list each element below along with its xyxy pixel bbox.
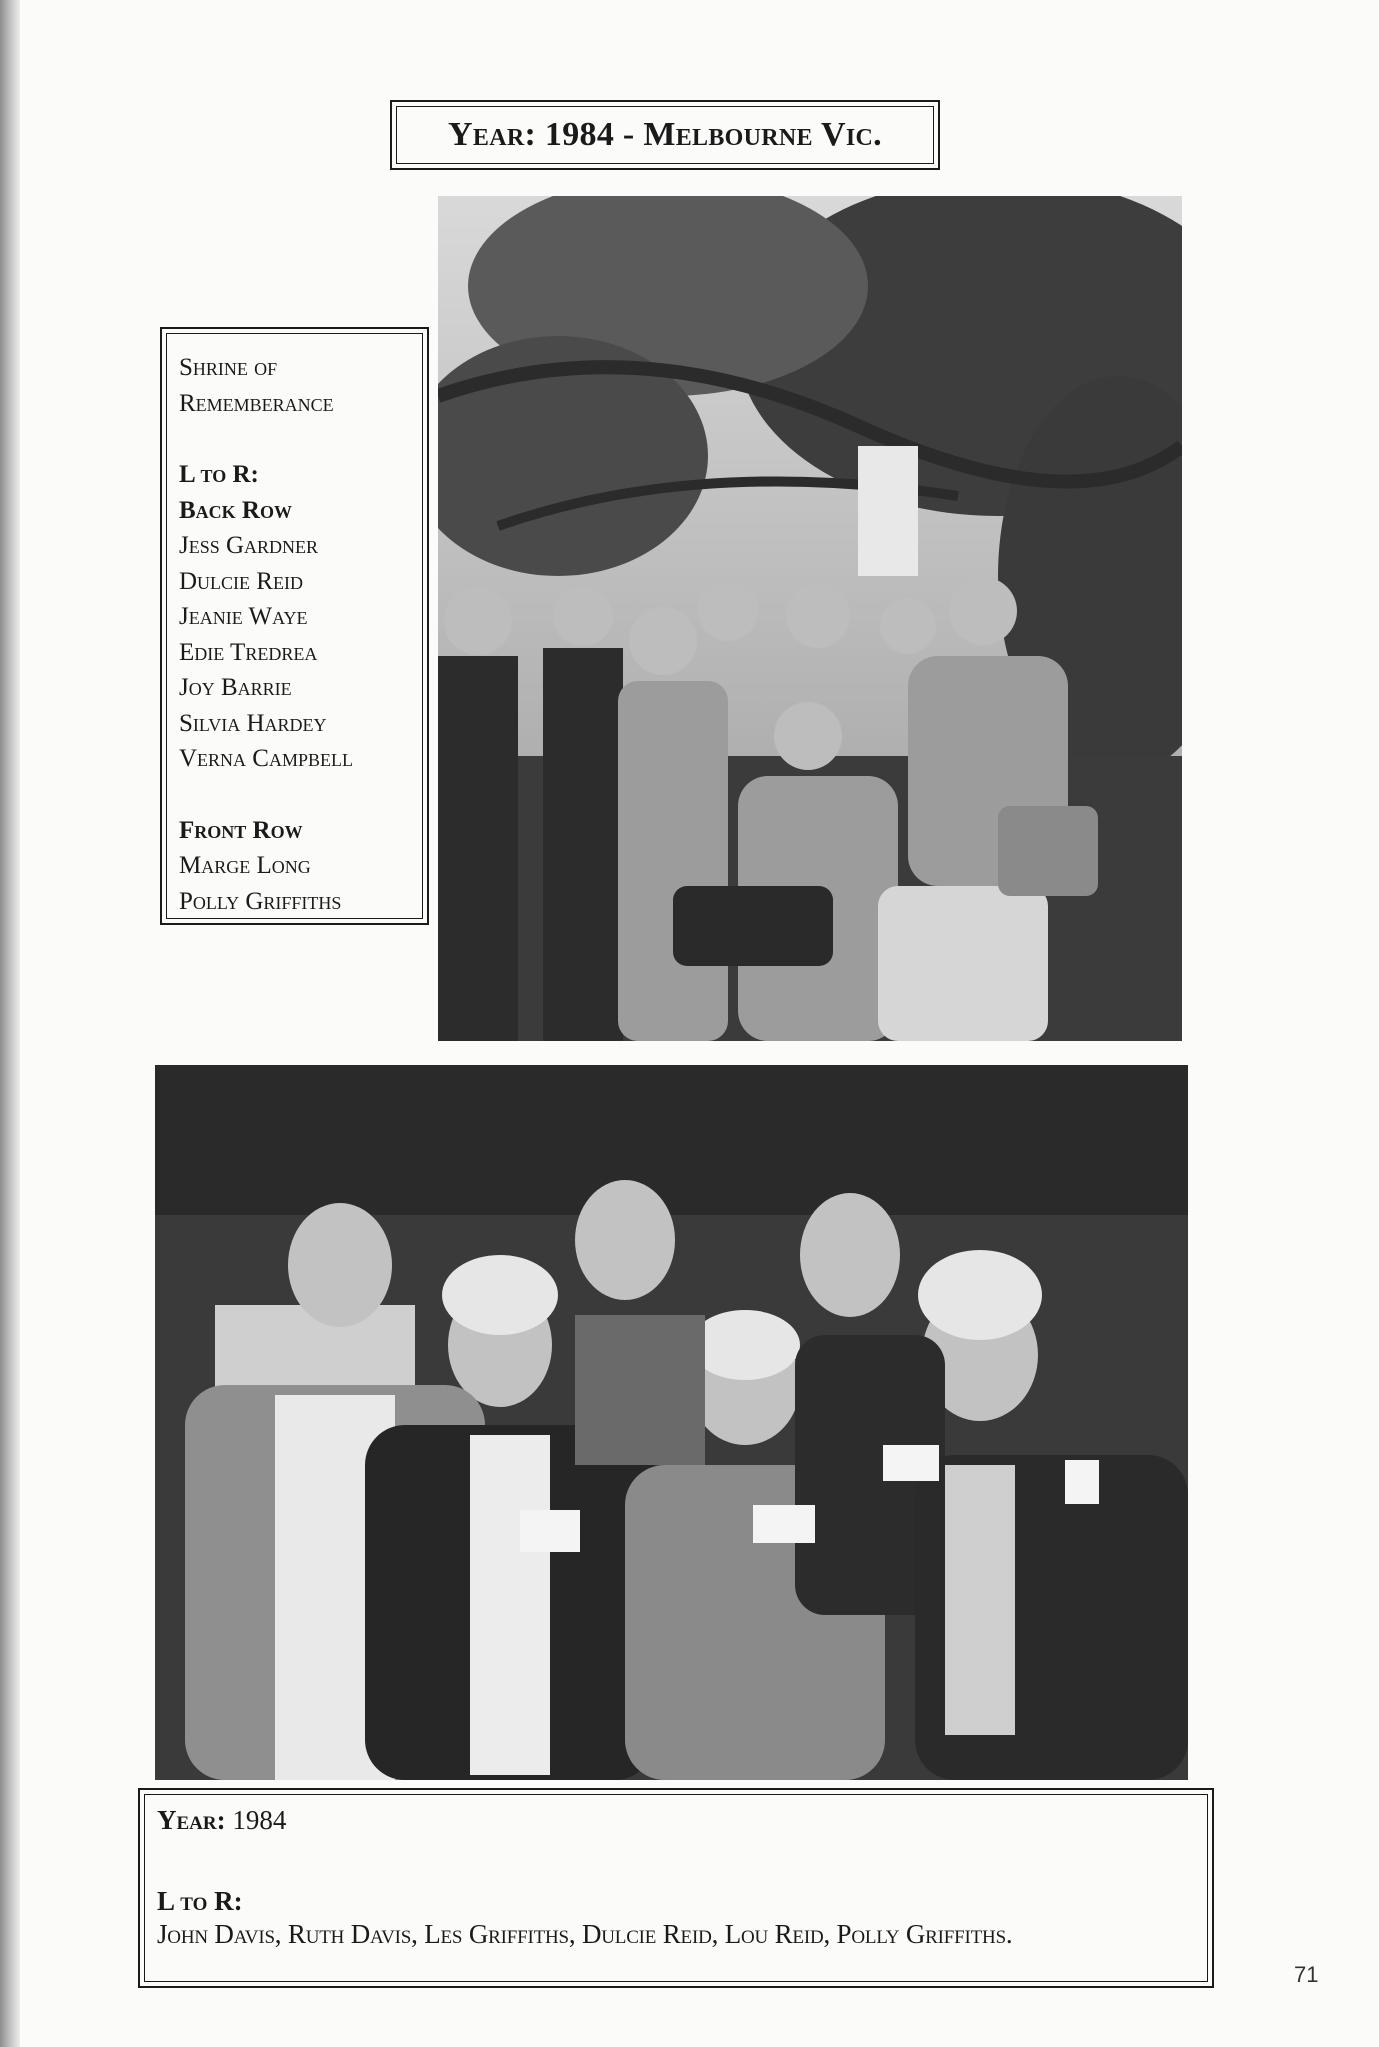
ltr-label: L to R: [179,461,259,488]
bottom-year [157,1805,1195,1836]
group-photo-reunion [155,1065,1188,1780]
back-row-name: Joy Barrie [179,674,292,701]
group-photo-shrine [438,196,1182,1041]
title-value: 1984 - Melbourne Vic. [544,116,882,153]
group-photo-shrine-image [438,196,1182,1041]
page-number: 71 [1294,1962,1319,1987]
bottom-caption-box [138,1788,1214,1988]
back-row-name: Silvia Hardey [179,709,327,737]
bottom-ltr-label [157,1886,1195,1917]
location-line-1: Shrine of [179,354,278,381]
page-title-box [390,100,940,170]
bottom-year-label: Year: [157,1805,226,1835]
bottom-ltr-text: L to R: [157,1886,243,1916]
page-title [396,106,934,164]
back-row-name: Jeanie Waye [179,603,308,630]
bottom-names: John Davis, Ruth Davis, Les Griffiths, Dulcie Reid, Lou Reid, Polly Griffiths. [157,1919,1013,1949]
front-row-label: Front Row [179,816,303,844]
front-row-name: Polly Griffiths [179,887,342,915]
front-row-name: Marge Long [179,852,311,879]
bottom-year-value: 1984 [232,1805,287,1835]
title-label: Year: [448,116,537,153]
back-row-name: Edie Tredrea [179,638,318,666]
group-photo-reunion-image [155,1065,1188,1780]
top-caption-box [160,327,429,925]
back-row-name: Jess Gardner [179,532,319,559]
back-row-label: Back Row [179,496,292,524]
back-row-name: Verna Campbell [179,745,353,772]
location-line-2: Rememberance [179,389,334,417]
back-row-name: Dulcie Reid [179,567,303,595]
book-spine-shadow [0,0,20,2047]
